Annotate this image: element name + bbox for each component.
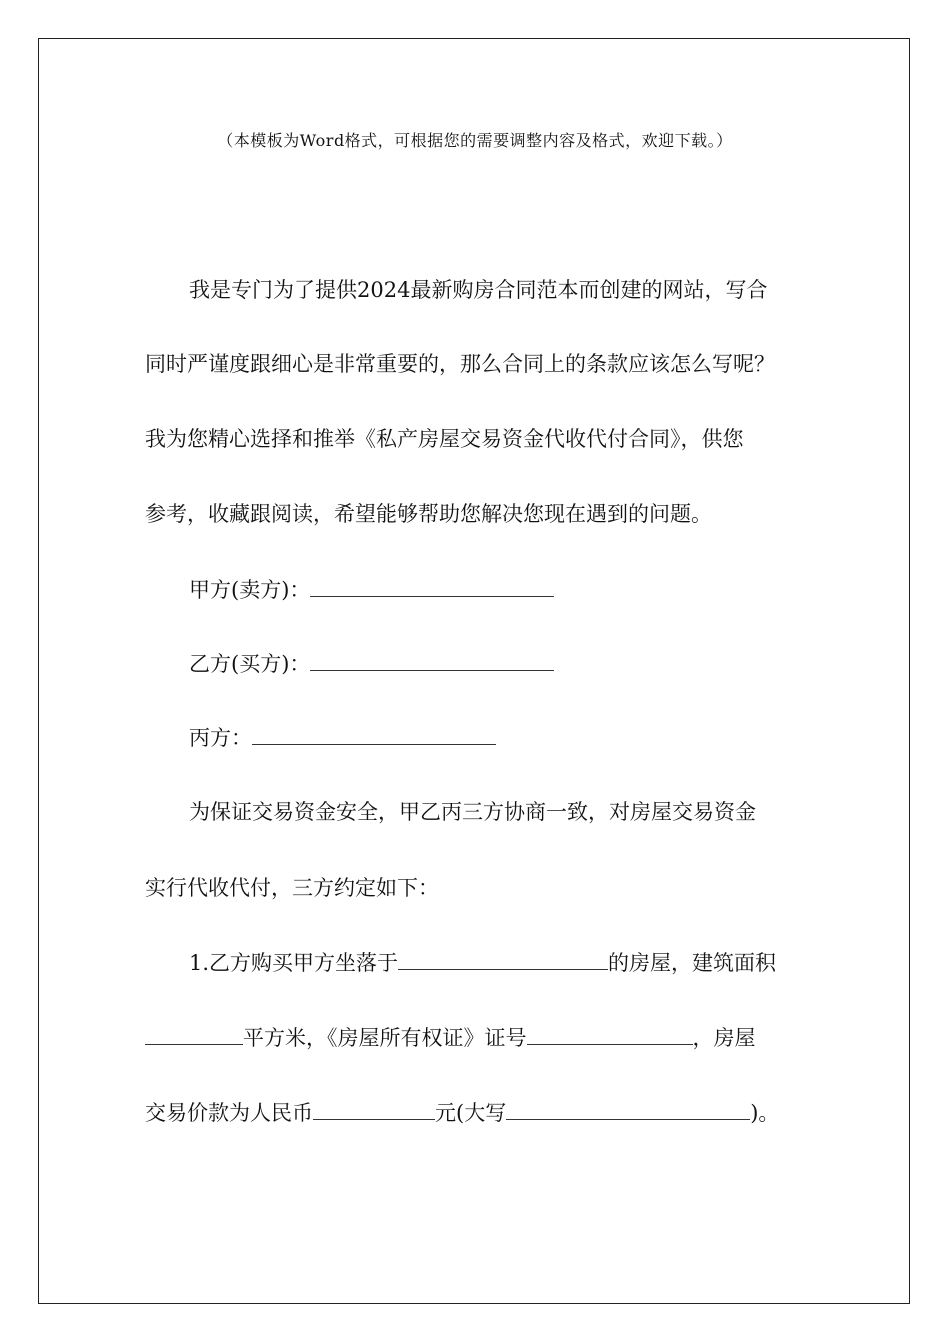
price-uppercase-blank[interactable] (506, 1099, 750, 1120)
purpose-line-2: 实行代收代付，三方约定如下： (145, 876, 439, 900)
party-b-label: 乙方(买方)： (189, 652, 311, 676)
clause1-line-2 (145, 1024, 756, 1052)
party-c-label: 丙方： (189, 726, 252, 750)
party-a-label: 甲方(卖方)： (189, 578, 311, 602)
clause1-text-1: 1.乙方购买甲方坐落于 (189, 951, 399, 975)
intro-line-2: 同时严谨度跟细心是非常重要的，那么合同上的条款应该怎么写呢？ (145, 352, 775, 376)
clause1-text-2: 的房屋，建筑面积 (608, 951, 777, 975)
clause1-line-3 (145, 1099, 779, 1127)
clause1-text-5: 交易价款为人民币 (145, 1101, 313, 1125)
price-amount-blank[interactable] (313, 1099, 435, 1120)
party-c-row (189, 724, 496, 752)
party-a-row (189, 576, 554, 604)
clause1-text-3: 平方米，《房屋所有权证》证号 (243, 1026, 527, 1050)
clause1-text-4: ，房屋 (692, 1026, 756, 1050)
property-location-blank[interactable] (398, 949, 608, 970)
clause1-text-6: 元(大写 (435, 1101, 507, 1125)
clause1-line-1 (189, 949, 776, 977)
party-a-blank[interactable] (310, 576, 554, 597)
party-b-blank[interactable] (310, 650, 554, 671)
party-c-blank[interactable] (252, 724, 496, 745)
clause1-text-7: )。 (750, 1101, 780, 1125)
party-b-row (189, 650, 554, 678)
intro-line-3: 我为您精心选择和推举《私产房屋交易资金代收代付合同》，供您 (145, 427, 744, 451)
certificate-number-blank[interactable] (527, 1024, 693, 1045)
intro-line-1: 我是专门为了提供2024最新购房合同范本而创建的网站，写合 (189, 278, 768, 302)
template-note: （本模板为Word格式，可根据您的需要调整内容及格式，欢迎下载。） (217, 131, 733, 150)
purpose-line-1: 为保证交易资金安全，甲乙丙三方协商一致，对房屋交易资金 (189, 800, 756, 824)
intro-line-4: 参考，收藏跟阅读，希望能够帮助您解决您现在遇到的问题。 (145, 502, 712, 526)
building-area-blank[interactable] (145, 1024, 243, 1045)
